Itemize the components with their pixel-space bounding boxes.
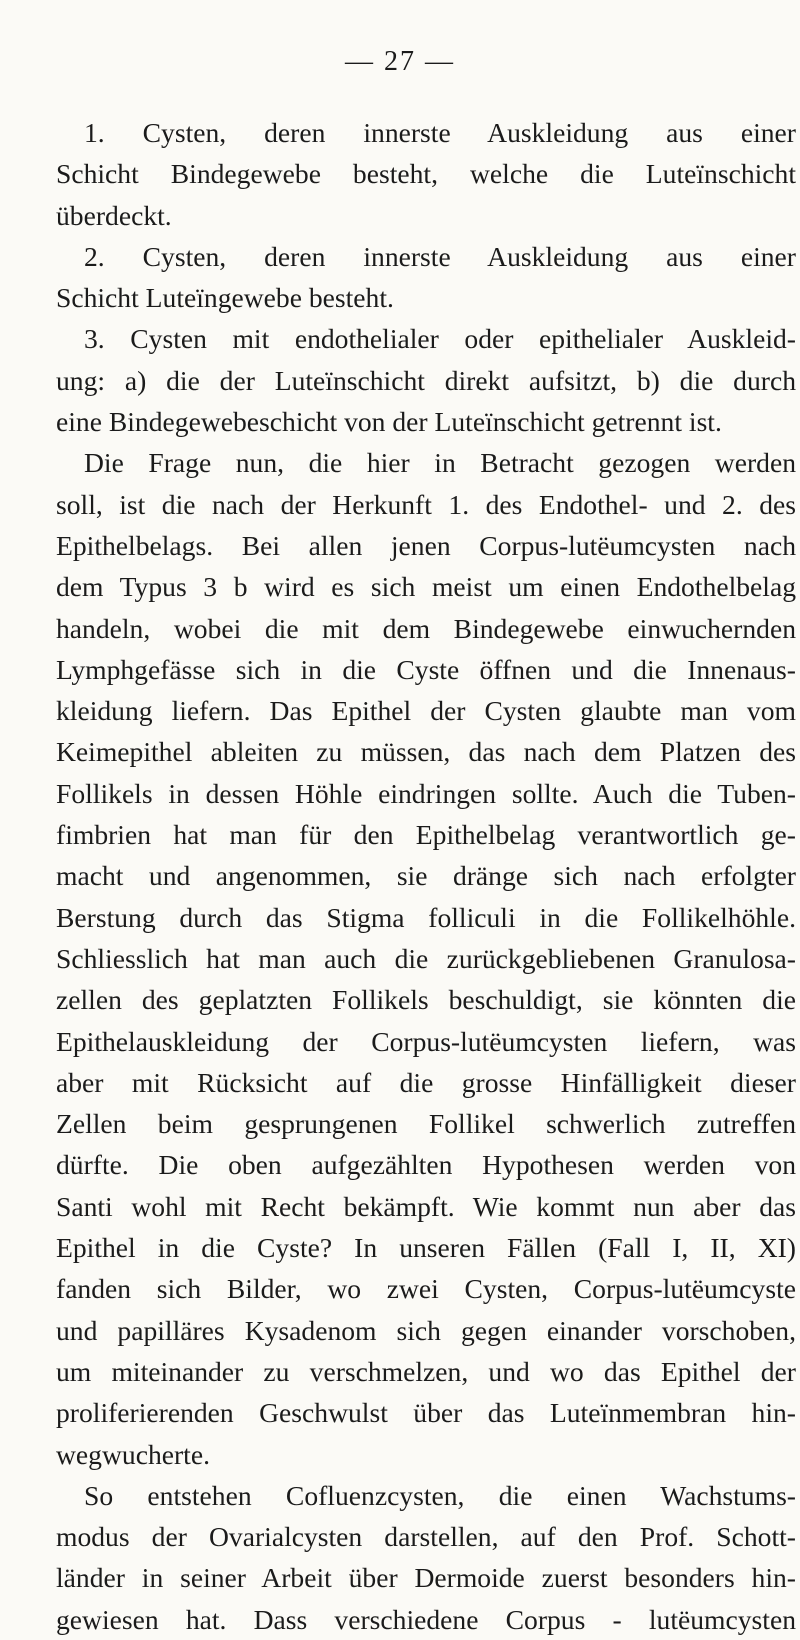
text-line: und papilläres Kysadenom sich gegen einander vorschoben, bbox=[56, 1314, 796, 1346]
text-line: fimbrien hat man für den Epithelbelag verantwortlich ge- bbox=[56, 819, 796, 851]
text-line: Schicht Bindegewebe besteht, welche die Luteïnschicht bbox=[56, 158, 796, 190]
text-line: Follikels in dessen Höhle eindringen sollte. Auch die Tuben- bbox=[56, 777, 796, 809]
text-line: ung: a) die der Luteïnschicht direkt aufsitzt, b) die durch bbox=[56, 364, 796, 396]
text-line: Die Frage nun, die hier in Betracht gezogen werden bbox=[84, 447, 796, 479]
text-line: Zellen beim gesprungenen Follikel schwerlich zutreffen bbox=[56, 1108, 796, 1140]
text-line: soll, ist die nach der Herkunft 1. des Endothel- und 2. des bbox=[56, 488, 796, 520]
text-line: zellen des geplatzten Follikels beschuldigt, sie könnten die bbox=[56, 984, 796, 1016]
text-line: Epithelauskleidung der Corpus-lutëumcysten liefern, was bbox=[56, 1025, 796, 1057]
text-line: 3. Cysten mit endothelialer oder epithelialer Auskleid- bbox=[84, 323, 796, 355]
text-line: eine Bindegewebeschicht von der Luteïnschicht getrennt ist. bbox=[56, 406, 722, 438]
text-line: So entstehen Cofluenzcysten, die einen Wachstums- bbox=[84, 1479, 796, 1511]
text-line: Berstung durch das Stigma folliculi in die Follikelhöhle. bbox=[56, 901, 796, 933]
text-line: länder in seiner Arbeit über Dermoide zuerst besonders hin- bbox=[56, 1562, 796, 1594]
text-line: Schicht Luteïngewebe besteht. bbox=[56, 282, 394, 314]
body-text bbox=[56, 112, 796, 1640]
text-line: 1. Cysten, deren innerste Auskleidung aus einer bbox=[84, 117, 796, 148]
text-line: aber mit Rücksicht auf die grosse Hinfälligkeit dieser bbox=[56, 1066, 796, 1098]
text-line: dürfte. Die oben aufgezählten Hypothesen werden von bbox=[56, 1149, 796, 1181]
text-line: Keimepithel ableiten zu müssen, das nach dem Platzen des bbox=[56, 736, 796, 768]
text-line: 2. Cysten, deren innerste Auskleidung aus einer bbox=[84, 240, 796, 272]
text-line: Santi wohl mit Recht bekämpft. Wie kommt nun aber das bbox=[56, 1190, 796, 1222]
text-line: um miteinander zu verschmelzen, und wo das Epithel der bbox=[56, 1355, 796, 1387]
text-line: macht und angenommen, sie dränge sich nach erfolgter bbox=[56, 860, 796, 892]
text-line: fanden sich Bilder, wo zwei Cysten, Corpus-lutëumcyste bbox=[56, 1273, 796, 1305]
text-line: kleidung liefern. Das Epithel der Cysten glaubte man vom bbox=[56, 695, 796, 727]
text-line: Schliesslich hat man auch die zurückgebliebenen Granulosa- bbox=[56, 942, 796, 974]
page-number: — 27 — bbox=[345, 46, 455, 77]
text-line: überdeckt. bbox=[56, 199, 172, 231]
text-line: gewiesen hat. Dass verschiedene Corpus - lutëumcysten bbox=[56, 1603, 796, 1635]
text-line: wegwucherte. bbox=[56, 1438, 210, 1470]
text-line: Epithel in die Cyste? In unseren Fällen (Fall I, II, XI) bbox=[56, 1232, 796, 1264]
text-line: handeln, wobei die mit dem Bindegewebe einwuchernden bbox=[56, 612, 796, 644]
text-line: Lymphgefässe sich in die Cyste öffnen und die Innenaus- bbox=[56, 653, 796, 685]
text-line: Epithelbelags. Bei allen jenen Corpus-lutëumcysten nach bbox=[56, 529, 796, 561]
text-line: dem Typus 3 b wird es sich meist um einen Endothelbelag bbox=[56, 571, 796, 603]
text-line: proliferierenden Geschwulst über das Luteïnmembran hin- bbox=[56, 1397, 796, 1429]
text-line: modus der Ovarialcysten darstellen, auf den Prof. Schott- bbox=[56, 1521, 796, 1553]
